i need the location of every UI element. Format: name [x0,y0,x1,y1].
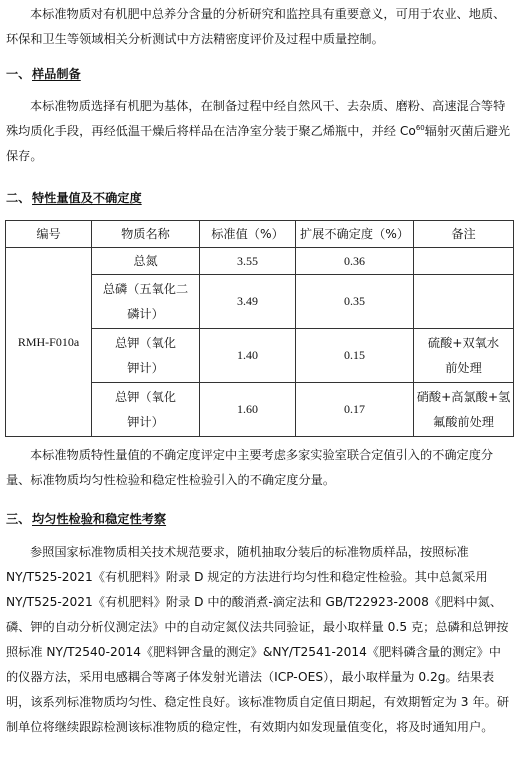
section-1-body-b: 辐射灭菌后避光保存。 [6,124,511,163]
header-note: 备注 [414,221,514,248]
table-cell-note: 硝酸+高氯酸+氢氟酸前处理 [414,383,514,437]
section-1-heading [6,64,81,84]
table-row [6,248,514,275]
table-cell-uncertainty: 0.17 [296,383,414,437]
table-header-row [6,221,514,248]
table-cell-name: 总氮 [92,248,200,275]
table-cell-name: 总钾（氧化钾计） [92,383,200,437]
table-cell-value: 3.55 [200,248,296,275]
section-1-title: 样品制备 [32,67,81,81]
section-3-number: 三、 [6,512,31,526]
section-1-body-a: 本标准物质选择有机肥为基体，在制备过程中经自然风干、去杂质、磨粉、高速混合等特殊均质化手段，再经低温干燥后将样品在洁净室分装于聚乙烯瓶中，并经 Co [6,99,506,138]
table-cell-uncertainty: 0.15 [296,329,414,383]
header-name: 物质名称 [92,221,200,248]
section-2-number: 二、 [6,191,31,205]
header-uncertainty: 扩展不确定度（%） [296,221,414,248]
table-cell-value: 1.60 [200,383,296,437]
table-cell-note [414,248,514,275]
section-2-title: 特性量值及不确定度 [32,191,142,205]
table-cell-name: 总磷（五氧化二磷计） [92,275,200,329]
table-cell-uncertainty: 0.36 [296,248,414,275]
table-cell-value: 1.40 [200,329,296,383]
section-3-heading [6,509,166,529]
table-cell-note: 硫酸+双氧水前处理 [414,329,514,383]
section-3-title: 均匀性检验和稳定性考察 [32,512,167,526]
section-1-body-sup: 60 [415,123,425,132]
section-3-body: 参照国家标准物质相关技术规范要求，随机抽取分装后的标准物质样品，按照标准NY/T525-2021《有机肥料》附录 D 规定的方法进行均匀性和稳定性检验。其中总氮采用NY/T525-2021《有机肥料》附录 D 中的酸消煮-滴定法和 GB/T22923-2008《肥料中氮、磷、钾的自动分析仪测定法》中的自动定氮仪法共同验证，最小取样量 0.5 克；总磷和总钾按照标准 NY/T2540-2014《肥料钾含量的测定》&NY/T2541-2014《肥料磷含量的测定》中的仪器方法，采用电感耦合等离子体发射光谱法（ICP-OES），最小取样量为 0.2g。结果表明，该系列标准物质均匀性、稳定性良好。该标准物质自定值日期起，有效期暂定为 3 年。研制单位将继续跟踪检测该标准物质的稳定性，有效期内如发现量值变化，将及时通知用户。 [6,545,510,734]
uncertainty-note-paragraph: 本标准物质特性量值的不确定度评定中主要考虑多家实验室联合定值引入的不确定度分量、标准物质均匀性检验和稳定性检验引入的不确定度分量。 [6,448,494,487]
table-cell-name: 总钾（氧化钾计） [92,329,200,383]
header-value: 标准值（%） [200,221,296,248]
intro-paragraph: 本标准物质对有机肥中总养分含量的分析研究和监控具有重要意义，可用于农业、地质、环保和卫生等领域相关分析测试中方法精密度评价及过程中质量控制。 [6,7,506,46]
section-1-number: 一、 [6,67,31,81]
table-cell-uncertainty: 0.35 [296,275,414,329]
section-1-body [6,94,512,169]
table-cell-note [414,275,514,329]
section-2-heading [6,188,142,208]
property-table [5,220,514,437]
header-code: 编号 [6,221,92,248]
table-cell-code: RMH-F010a [6,248,92,437]
table-cell-value: 3.49 [200,275,296,329]
